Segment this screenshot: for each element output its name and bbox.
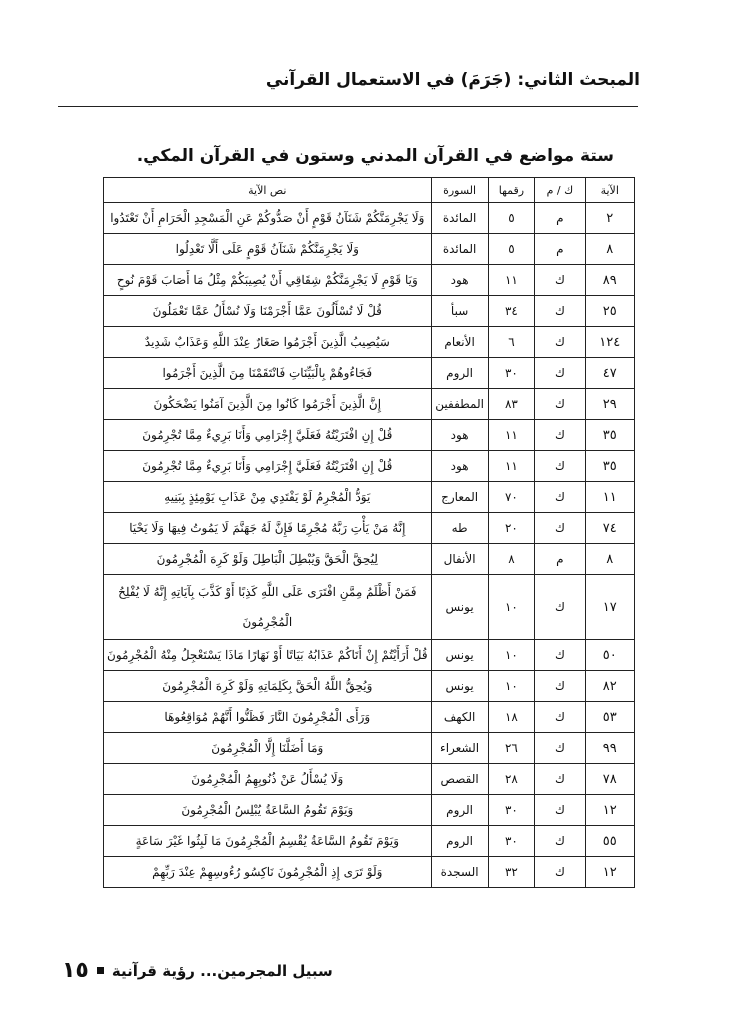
verse-text: وَرَأَى الْمُجْرِمُونَ النَّارَ فَظَنُّوا أَنَّهُمْ مُوَاقِعُوهَا xyxy=(104,702,432,733)
table-row xyxy=(104,640,635,671)
makki-madani: ك xyxy=(535,296,585,327)
page-number: ١٥ xyxy=(62,958,89,983)
header-divider xyxy=(58,106,638,107)
makki-madani: ك xyxy=(535,857,585,888)
sura-name: هود xyxy=(431,451,488,482)
header-verse-text: نص الآية xyxy=(104,178,432,203)
verse-text: فَجَاءُوهُمْ بِالْبَيِّنَاتِ فَانْتَقَمْنَا مِنَ الَّذِينَ أَجْرَمُوا xyxy=(104,358,432,389)
ayah-number: ٥٠ xyxy=(585,640,635,671)
ayah-number: ٨٩ xyxy=(585,265,635,296)
ayah-number: ١٧ xyxy=(585,575,635,640)
ayah-number: ٥٣ xyxy=(585,702,635,733)
verse-text: وَلَا يَجْرِمَنَّكُمْ شَنَآنُ قَوْمٍ أَنْ صَدُّوكُمْ عَنِ الْمَسْجِدِ الْحَرَامِ أَنْ تَعْتَدُوا xyxy=(104,203,432,234)
verse-text: وَيَوْمَ تَقُومُ السَّاعَةُ يُقْسِمُ الْمُجْرِمُونَ مَا لَبِثُوا غَيْرَ سَاعَةٍ xyxy=(104,826,432,857)
verse-text: فَمَنْ أَظْلَمُ مِمَّنِ افْتَرَى عَلَى اللَّهِ كَذِبًا أَوْ كَذَّبَ بِآيَاتِهِ إِنَّهُ لَا يُفْلِحُ الْمُجْرِمُونَ xyxy=(104,575,432,640)
verse-text: وَلَا يَجْرِمَنَّكُمْ شَنَآنُ قَوْمٍ عَلَى أَلَّا تَعْدِلُوا xyxy=(104,234,432,265)
makki-madani: ك xyxy=(535,513,585,544)
sura-name: سبأ xyxy=(431,296,488,327)
sura-number: ٣٠ xyxy=(488,358,535,389)
sura-name: الروم xyxy=(431,826,488,857)
table-header-row xyxy=(104,178,635,203)
makki-madani: ك xyxy=(535,826,585,857)
sura-number: ١٠ xyxy=(488,640,535,671)
ayah-number: ٣٥ xyxy=(585,420,635,451)
sura-number: ٢٠ xyxy=(488,513,535,544)
sura-number: ٧٠ xyxy=(488,482,535,513)
table-row xyxy=(104,420,635,451)
verse-text: وَلَوْ تَرَى إِذِ الْمُجْرِمُونَ نَاكِسُو رُءُوسِهِمْ عِنْدَ رَبِّهِمْ xyxy=(104,857,432,888)
table-row xyxy=(104,857,635,888)
table-row xyxy=(104,826,635,857)
verse-text: وَيُحِقُّ اللَّهُ الْحَقَّ بِكَلِمَاتِهِ وَلَوْ كَرِهَ الْمُجْرِمُونَ xyxy=(104,671,432,702)
ayah-number: ١٢ xyxy=(585,795,635,826)
book-title: سبيل المجرمين... رؤية قرآنية xyxy=(111,961,333,980)
table-row xyxy=(104,203,635,234)
sura-name: الأنعام xyxy=(431,327,488,358)
sura-number: ١٠ xyxy=(488,671,535,702)
sura-number: ١٠ xyxy=(488,575,535,640)
makki-madani: ك xyxy=(535,389,585,420)
sura-name: القصص xyxy=(431,764,488,795)
ayah-number: ٢٥ xyxy=(585,296,635,327)
verse-text: لِيُحِقَّ الْحَقَّ وَيُبْطِلَ الْبَاطِلَ وَلَوْ كَرِهَ الْمُجْرِمُونَ xyxy=(104,544,432,575)
makki-madani: ك xyxy=(535,671,585,702)
sura-number: ٢٦ xyxy=(488,733,535,764)
ayah-number: ٧٨ xyxy=(585,764,635,795)
sura-number: ٣٠ xyxy=(488,795,535,826)
ayah-number: ٨٢ xyxy=(585,671,635,702)
ayah-number: ٧٤ xyxy=(585,513,635,544)
table-row xyxy=(104,575,635,640)
sura-number: ٣٠ xyxy=(488,826,535,857)
table-row xyxy=(104,482,635,513)
verse-text: وَيَوْمَ تَقُومُ السَّاعَةُ يُبْلِسُ الْمُجْرِمُونَ xyxy=(104,795,432,826)
table-row xyxy=(104,764,635,795)
ayah-number: ١١ xyxy=(585,482,635,513)
sura-name: يونس xyxy=(431,575,488,640)
verse-text: يَوَدُّ الْمُجْرِمُ لَوْ يَفْتَدِي مِنْ عَذَابِ يَوْمِئِذٍ بِبَنِيهِ xyxy=(104,482,432,513)
sura-name: الأنفال xyxy=(431,544,488,575)
table-row xyxy=(104,234,635,265)
sura-number: ١١ xyxy=(488,420,535,451)
sura-name: الروم xyxy=(431,358,488,389)
sura-name: طه xyxy=(431,513,488,544)
verse-text: قُلْ إِنِ افْتَرَيْتُهُ فَعَلَيَّ إِجْرَامِي وَأَنَا بَرِيءٌ مِمَّا تُجْرِمُونَ xyxy=(104,420,432,451)
ayah-number: ٥٥ xyxy=(585,826,635,857)
verse-text: وَيَا قَوْمِ لَا يَجْرِمَنَّكُمْ شِقَاقِي أَنْ يُصِيبَكُمْ مِثْلُ مَا أَصَابَ قَوْمَ نُوحٍ xyxy=(104,265,432,296)
makki-madani: ك xyxy=(535,764,585,795)
sura-number: ٣٢ xyxy=(488,857,535,888)
makki-madani: ك xyxy=(535,575,585,640)
sura-number: ١١ xyxy=(488,451,535,482)
table-row xyxy=(104,296,635,327)
makki-madani: م xyxy=(535,234,585,265)
ayah-number: ٨ xyxy=(585,544,635,575)
sura-number: ١١ xyxy=(488,265,535,296)
sura-number: ١٨ xyxy=(488,702,535,733)
ayah-number: ١٢ xyxy=(585,857,635,888)
table-row xyxy=(104,265,635,296)
table-row xyxy=(104,795,635,826)
sura-name: المطففين xyxy=(431,389,488,420)
sura-name: يونس xyxy=(431,671,488,702)
ayah-number: ٤٧ xyxy=(585,358,635,389)
makki-madani: ك xyxy=(535,420,585,451)
header-ayah: الآية xyxy=(585,178,635,203)
verse-text: قُلْ لَا تُسْأَلُونَ عَمَّا أَجْرَمْنَا وَلَا نُسْأَلُ عَمَّا تَعْمَلُونَ xyxy=(104,296,432,327)
table-row xyxy=(104,513,635,544)
makki-madani: ك xyxy=(535,795,585,826)
ayah-number: ٣٥ xyxy=(585,451,635,482)
table-row xyxy=(104,451,635,482)
sura-name: الروم xyxy=(431,795,488,826)
table-row xyxy=(104,389,635,420)
ayah-number: ٢٩ xyxy=(585,389,635,420)
table-row xyxy=(104,733,635,764)
makki-madani: ك xyxy=(535,358,585,389)
ayah-number: ٢ xyxy=(585,203,635,234)
sura-name: يونس xyxy=(431,640,488,671)
header-sura: السورة xyxy=(431,178,488,203)
verse-text: وَلَا يُسْأَلُ عَنْ ذُنُوبِهِمُ الْمُجْرِمُونَ xyxy=(104,764,432,795)
sura-number: ٦ xyxy=(488,327,535,358)
square-bullet-icon xyxy=(97,967,104,974)
makki-madani: م xyxy=(535,203,585,234)
makki-madani: م xyxy=(535,544,585,575)
verse-text: قُلْ إِنِ افْتَرَيْتُهُ فَعَلَيَّ إِجْرَامِي وَأَنَا بَرِيءٌ مِمَّا تُجْرِمُونَ xyxy=(104,451,432,482)
makki-madani: ك xyxy=(535,640,585,671)
verse-text: إِنَّهُ مَنْ يَأْتِ رَبَّهُ مُجْرِمًا فَإِنَّ لَهُ جَهَنَّمَ لَا يَمُوتُ فِيهَا وَلَا يَحْيَا xyxy=(104,513,432,544)
table-row xyxy=(104,702,635,733)
ayah-number: ٩٩ xyxy=(585,733,635,764)
header-makki-madani: ك / م xyxy=(535,178,585,203)
sura-number: ٣٤ xyxy=(488,296,535,327)
sura-number: ٢٨ xyxy=(488,764,535,795)
sura-name: هود xyxy=(431,420,488,451)
sura-number: ٨٣ xyxy=(488,389,535,420)
verses-table xyxy=(103,177,635,888)
sura-name: هود xyxy=(431,265,488,296)
sura-number: ٥ xyxy=(488,203,535,234)
sura-name: الشعراء xyxy=(431,733,488,764)
header-sura-number: رقمها xyxy=(488,178,535,203)
section-intro: ستة مواضع في القرآن المدني وستون في القرآن المكي. xyxy=(136,146,614,166)
page-footer xyxy=(62,958,333,983)
table-row xyxy=(104,358,635,389)
sura-name: المائدة xyxy=(431,203,488,234)
verse-text: وَمَا أَضَلَّنَا إِلَّا الْمُجْرِمُونَ xyxy=(104,733,432,764)
makki-madani: ك xyxy=(535,702,585,733)
makki-madani: ك xyxy=(535,482,585,513)
makki-madani: ك xyxy=(535,733,585,764)
chapter-heading: المبحث الثاني: (جَرَمَ) في الاستعمال القرآني xyxy=(265,70,640,90)
sura-number: ٨ xyxy=(488,544,535,575)
table-row xyxy=(104,671,635,702)
verse-text: إِنَّ الَّذِينَ أَجْرَمُوا كَانُوا مِنَ الَّذِينَ آمَنُوا يَضْحَكُونَ xyxy=(104,389,432,420)
ayah-number: ١٢٤ xyxy=(585,327,635,358)
ayah-number: ٨ xyxy=(585,234,635,265)
table-row xyxy=(104,544,635,575)
table-row xyxy=(104,327,635,358)
makki-madani: ك xyxy=(535,327,585,358)
verse-text: سَيُصِيبُ الَّذِينَ أَجْرَمُوا صَغَارٌ عِنْدَ اللَّهِ وَعَذَابٌ شَدِيدٌ xyxy=(104,327,432,358)
makki-madani: ك xyxy=(535,451,585,482)
sura-name: السجدة xyxy=(431,857,488,888)
verse-text: قُلْ أَرَأَيْتُمْ إِنْ أَتَاكُمْ عَذَابُهُ بَيَاتًا أَوْ نَهَارًا مَاذَا يَسْتَعْجِلُ مِنْهُ الْمُجْرِمُونَ xyxy=(104,640,432,671)
sura-number: ٥ xyxy=(488,234,535,265)
sura-name: المائدة xyxy=(431,234,488,265)
sura-name: المعارج xyxy=(431,482,488,513)
sura-name: الكهف xyxy=(431,702,488,733)
makki-madani: ك xyxy=(535,265,585,296)
